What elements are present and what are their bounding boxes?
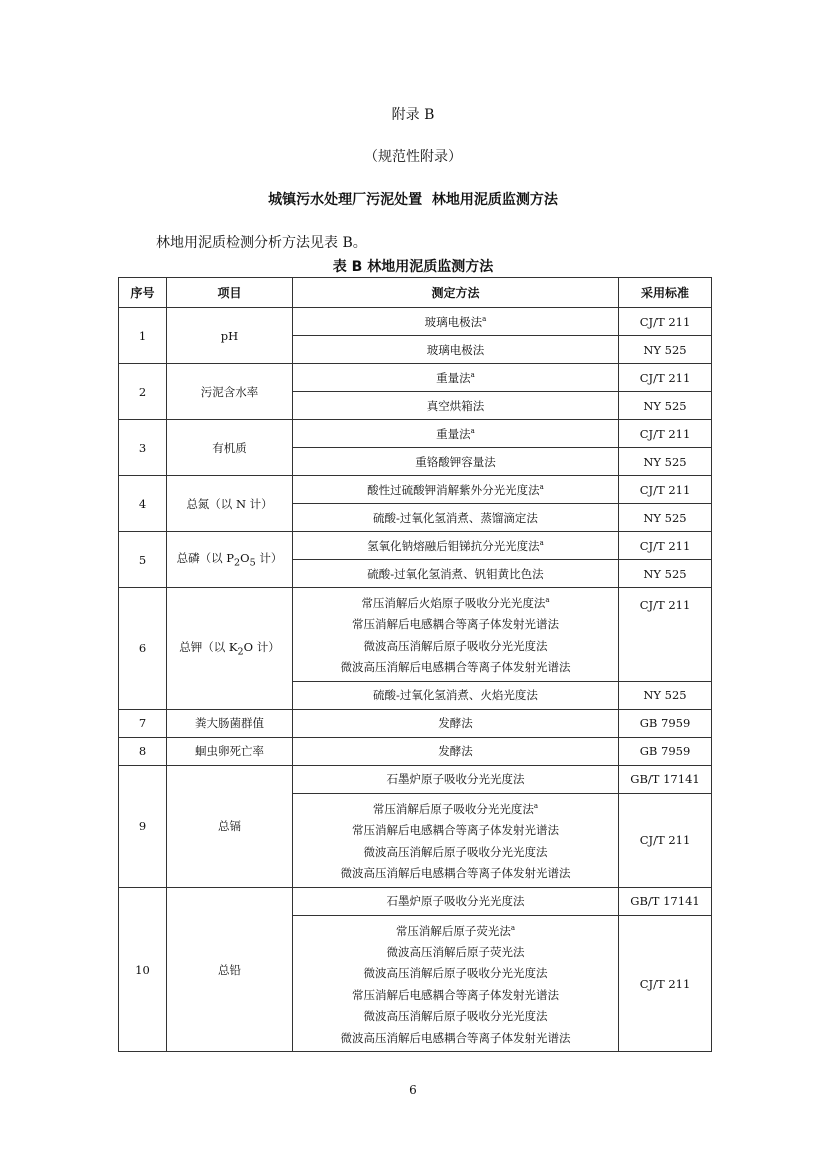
row-no: 10 [119,887,167,1052]
table-row [119,420,712,448]
method-cell: 重铬酸钾容量法 [293,448,619,476]
standard-cell: CJ/T 211 [619,532,712,560]
table-row [119,737,712,765]
method-cell: 真空烘箱法 [293,392,619,420]
table-caption: 表 B 林地用泥质监测方法 [332,259,494,275]
table-row [119,709,712,737]
method-cell: 玻璃电极法$^a$ [293,308,619,336]
row-item: 总氮（以 N 计） [167,476,293,532]
appendix-type: （规范性附录） [364,149,462,165]
table-row [119,532,712,560]
row-item: 总钾（以 $K_2O$ 计） [167,588,293,710]
table-row [119,588,712,682]
method-cell: 重量法$^a$ [293,420,619,448]
header-standard: 采用标准 [619,278,712,308]
standard-cell: CJ/T 211 [619,476,712,504]
intro-paragraph: 林地用泥质检测分析方法见表 B。 [156,235,367,251]
row-no: 7 [119,709,167,737]
table-row [119,364,712,392]
table-header-row [119,278,712,308]
document-title: 城镇污水处理厂污泥处置 林地用泥质监测方法 [268,192,558,208]
footnote-mark: a [482,314,487,323]
method-cell: 发酵法 [293,737,619,765]
row-no: 2 [119,364,167,420]
standard-cell: GB 7959 [619,709,712,737]
table-row [119,308,712,336]
standard-cell: GB/T 17141 [619,887,712,915]
method-cell: 硫酸-过氧化氢消煮、蒸馏滴定法 [293,504,619,532]
row-item: 总铅 [167,887,293,1052]
row-item: 粪大肠菌群值 [167,709,293,737]
standard-cell: CJ/T 211 [619,364,712,392]
table-row [119,765,712,793]
row-no: 8 [119,737,167,765]
header-no: 序号 [119,278,167,308]
table-row [119,887,712,915]
footnote-mark: a [510,923,516,932]
footnote-mark: a [470,426,475,435]
row-no: 9 [119,765,167,887]
footnote-mark: a [533,801,539,810]
standard-cell: CJ/T 211 [619,588,712,682]
row-item: 总磷（以 $P_2O_5$ 计） [167,532,293,588]
table-row [119,476,712,504]
header-method: 测定方法 [293,278,619,308]
standard-cell: CJ/T 211 [619,915,712,1052]
method-cell: 硫酸-过氧化氢消煮、钒钼黄比色法 [293,560,619,588]
row-no: 3 [119,420,167,476]
row-no: 1 [119,308,167,364]
standard-cell: NY 525 [619,336,712,364]
footnote-mark: a [539,538,544,547]
row-item: pH [167,308,293,364]
row-no: 5 [119,532,167,588]
row-item: 蛔虫卵死亡率 [167,737,293,765]
standard-cell: NY 525 [619,504,712,532]
row-item: 有机质 [167,420,293,476]
standard-cell: NY 525 [619,392,712,420]
method-cell: 玻璃电极法 [293,336,619,364]
row-item: 总镉 [167,765,293,887]
page-number: 6 [409,1083,417,1097]
footnote-mark: a [545,596,550,604]
method-cell: 常压消解后原子吸收分光光度法$^a$ 常压消解后电感耦合等离子体发射光谱法 微波高压消解后原子吸收分光光度法 微波高压消解后电感耦合等离子体发射光谱法 [293,793,619,887]
method-cell: 硫酸-过氧化氢消煮、火焰光度法 [293,681,619,709]
appendix-title: 附录 B [391,107,435,123]
row-no: 4 [119,476,167,532]
methods-table [118,277,712,1052]
standard-cell: NY 525 [619,681,712,709]
standard-cell: CJ/T 211 [619,793,712,887]
standard-cell: NY 525 [619,448,712,476]
method-cell: 石墨炉原子吸收分光光度法 [293,765,619,793]
header-item: 项目 [167,278,293,308]
standard-cell: CJ/T 211 [619,420,712,448]
method-cell: 发酵法 [293,709,619,737]
row-item: 污泥含水率 [167,364,293,420]
standard-cell: NY 525 [619,560,712,588]
method-cell: 常压消解后原子荧光法$^a$ 微波高压消解后原子荧光法 微波高压消解后原子吸收分光光度法 常压消解后电感耦合等离子体发射光谱法 微波高压消解后原子吸收分光光度法 微波高压消解后电感耦合等离子体发射光谱法 [293,915,619,1052]
footnote-mark: a [470,370,475,379]
method-cell: 氢氧化钠熔融后钼锑抗分光光度法$^a$ [293,532,619,560]
method-cell: 石墨炉原子吸收分光光度法 [293,887,619,915]
footnote-mark: a [539,482,544,491]
method-cell: 常压消解后火焰原子吸收分光光度法$^a$ 常压消解后电感耦合等离子体发射光谱法 微波高压消解后原子吸收分光光度法 微波高压消解后电感耦合等离子体发射光谱法 [293,588,619,682]
method-cell: 重量法$^a$ [293,364,619,392]
row-no: 6 [119,588,167,710]
standard-cell: GB/T 17141 [619,765,712,793]
standard-cell: CJ/T 211 [619,308,712,336]
method-cell: 酸性过硫酸钾消解紫外分光光度法$^a$ [293,476,619,504]
standard-cell: GB 7959 [619,737,712,765]
